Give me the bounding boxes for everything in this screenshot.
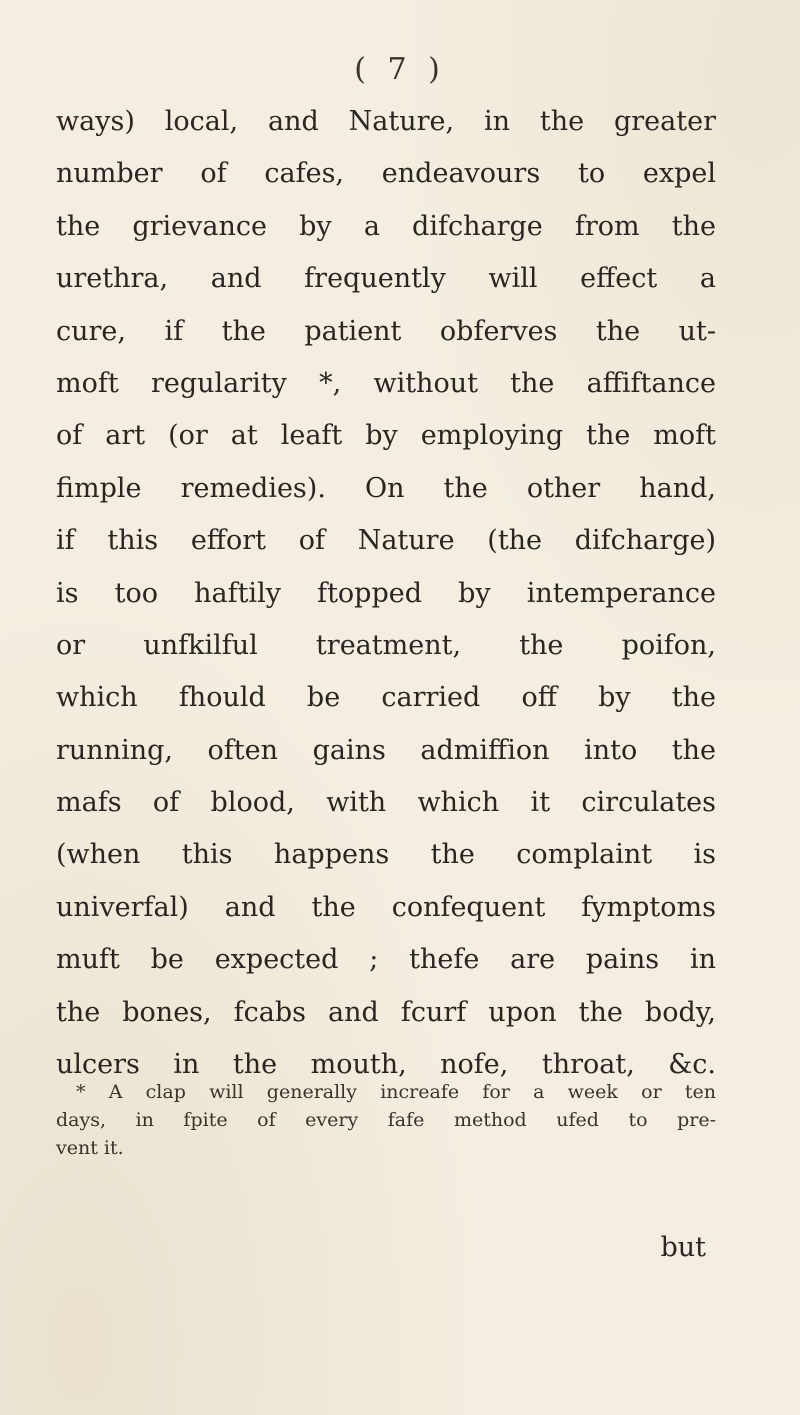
text-line: or unfkilful treatment, the poifon, (56, 629, 716, 661)
footnote (56, 1078, 716, 1162)
text-line: running, often gains admiffion into the (56, 734, 716, 766)
text-line: the bones, fcabs and fcurf upon the body, (56, 996, 716, 1028)
footnote-line: days, in fpite of every fafe method ufed to pre- (56, 1109, 716, 1131)
text-line: urethra, and frequently will effect a (56, 263, 716, 295)
text-line: which fhould be carried off by the (56, 682, 716, 714)
text-line: ways) local, and Nature, in the greater (56, 106, 716, 137)
catchword: but (660, 1232, 706, 1263)
text-line: univerfal) and the confequent fymptoms (56, 891, 716, 923)
text-line: (when this happens the complaint is (56, 839, 716, 871)
page-number: ( 7 ) (354, 52, 446, 87)
text-line: moft regularity *, without the affiftance (56, 367, 716, 399)
text-line: ulcers in the mouth, nofe, throat, &c. (56, 1049, 716, 1081)
text-line: is too haftily ftopped by intemperance (56, 577, 716, 609)
text-line: mafs of blood, with which it circulates (56, 787, 716, 819)
text-line: fimple remedies). On the other hand, (56, 472, 716, 504)
text-line: the grievance by a difcharge from the (56, 210, 716, 242)
text-line: cure, if the patient obferves the ut- (56, 315, 716, 347)
text-line: muft be expected ; thefe are pains in (56, 944, 716, 976)
text-line: of art (or at leaft by employing the moft (56, 420, 716, 452)
text-line: number of cafes, endeavours to expel (56, 158, 716, 190)
footnote-line: * A clap will generally increafe for a week or ten (76, 1081, 716, 1103)
footnote-line: vent it. (56, 1137, 124, 1159)
text-line: if this effort of Nature (the difcharge) (56, 525, 716, 557)
body-text (56, 96, 716, 1091)
